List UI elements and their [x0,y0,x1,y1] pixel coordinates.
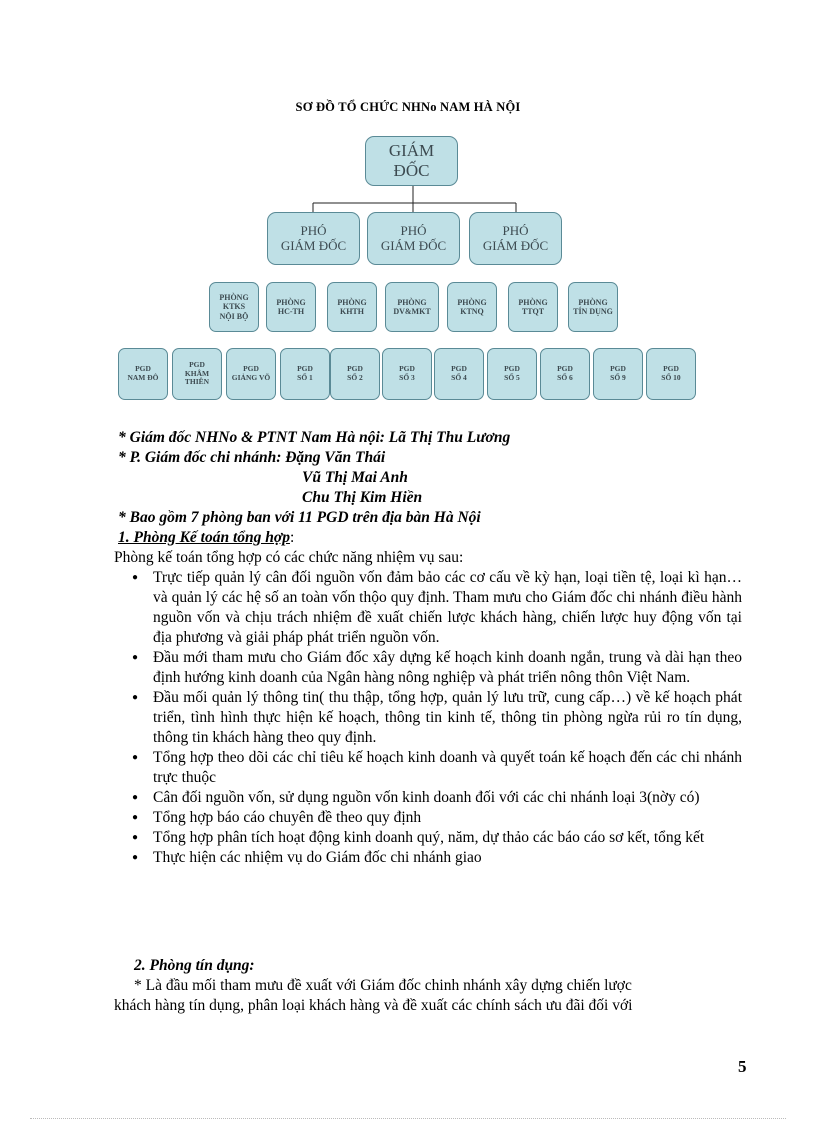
department-box: PHÒNG KTNQ [447,282,497,332]
branch-box: PGD SỐ 9 [593,348,643,400]
department-box: PHÒNG DV&MKT [385,282,439,332]
deputy-director-box: PHÓ GIÁM ĐỐC [367,212,460,265]
deputy-director-box: PHÓ GIÁM ĐỐC [469,212,562,265]
department-box: PHÒNG KTKS NỘI BỘ [209,282,259,332]
department-box: PHÒNG HC-TH [266,282,316,332]
summary-line: * Bao gồm 7 phòng ban với 11 PGD trên địa bàn Hà Nội [118,509,481,526]
branch-box: PGD SỐ 6 [540,348,590,400]
deputy-director-box: PHÓ GIÁM ĐỐC [267,212,360,265]
department-box: PHÒNG TÍN DỤNG [568,282,618,332]
branch-box: PGD SỐ 3 [382,348,432,400]
section1-intro: Phòng kế toán tổng hợp có các chức năng nhiệm vụ sau: [114,549,464,566]
branch-box: PGD SỐ 1 [280,348,330,400]
section1-heading: 1. Phòng Kế toán tổng hợp: [118,529,295,546]
section2-paragraph-line2: khách hàng tín dụng, phân loại khách hàng và đề xuất các chính sách ưu đãi đối với [114,997,633,1014]
list-item: ● Tổng hợp phân tích hoạt động kinh doanh quý, năm, dự thảo các báo cáo sơ kết, tổng kết [114,828,742,848]
branch-box: PGD SỐ 10 [646,348,696,400]
list-item: ● Cân đối nguồn vốn, sử dụng nguồn vốn kinh doanh đối với các chi nhánh loại 3(nờy có) [114,788,742,808]
department-box: PHÒNG KHTH [327,282,377,332]
branch-box: PGD GIẢNG VÕ [226,348,276,400]
section2-heading: 2. Phòng tín dụng: [134,957,255,974]
branch-box: PGD SỐ 5 [487,348,537,400]
branch-box: PGD SỐ 4 [434,348,484,400]
department-box: PHÒNG TTQT [508,282,558,332]
director-line: * Giám đốc NHNo & PTNT Nam Hà nội: Lã Thị Thu Lương [118,429,511,446]
section2-paragraph-line1: * Là đầu mối tham mưu đề xuất với Giám đốc chinh nhánh xây dựng chiến lược [134,977,632,994]
list-item: ● Thực hiện các nhiệm vụ do Giám đốc chi nhánh giao [114,848,742,868]
branch-box: PGD SỐ 2 [330,348,380,400]
chart-title: SƠ ĐỒ TỔ CHỨC NHNo NAM HÀ NỘI [295,100,521,114]
section1-duty-list [114,568,742,868]
deputy-name-3: Chu Thị Kim Hiền [302,489,423,506]
list-item: ● Đầu mới tham mưu cho Giám đốc xây dựng kế hoạch kinh doanh ngắn, trung và dài hạn theo định hướng kinh doanh của Ngân hàng nông nghiệp và phát triển nông thôn Việt Nam. [114,648,742,688]
deputy-name-2: Vũ Thị Mai Anh [302,469,408,486]
footer-divider [30,1118,786,1119]
branch-box: PGD NAM ĐÔ [118,348,168,400]
list-item: ● Đầu mối quản lý thông tin( thu thập, tổng hợp, quản lý lưu trữ, cung cấp…) về kế hoạch phát triển, tình hình thực hiện kế hoạch, thông tin kinh tế, thông tin phòng ngừa rủi ro tín dụng, thông tin khách hàng theo quy định. [114,688,742,748]
list-item: ● Tổng hợp báo cáo chuyên đề theo quy định [114,808,742,828]
page-number: 5 [738,1057,747,1076]
director-box: GIÁM ĐỐC [365,136,458,186]
list-item: ● Tổng hợp theo dõi các chỉ tiêu kế hoạch kinh doanh và quyết toán kế hoạch đến các chi nhánh trực thuộc [114,748,742,788]
list-item: ● Trực tiếp quản lý cân đối nguồn vốn đảm bảo các cơ cấu về kỳ hạn, loại tiền tệ, loại kì hạn…và quản lý các hệ số an toàn vốn thộo quy định. Tham mưu cho Giám đốc chi nhánh điều hành nguồn vốn và chịu trách nhiệm đề xuất chiến lược khách hàng, chiến lược huy động vốn tại địa phương và giải pháp phát triển nguồn vốn. [114,568,742,648]
branch-box: PGD KHÂM THIÊN [172,348,222,400]
deputy-line: * P. Giám đốc chi nhánh: Đặng Văn Thái [118,449,386,466]
